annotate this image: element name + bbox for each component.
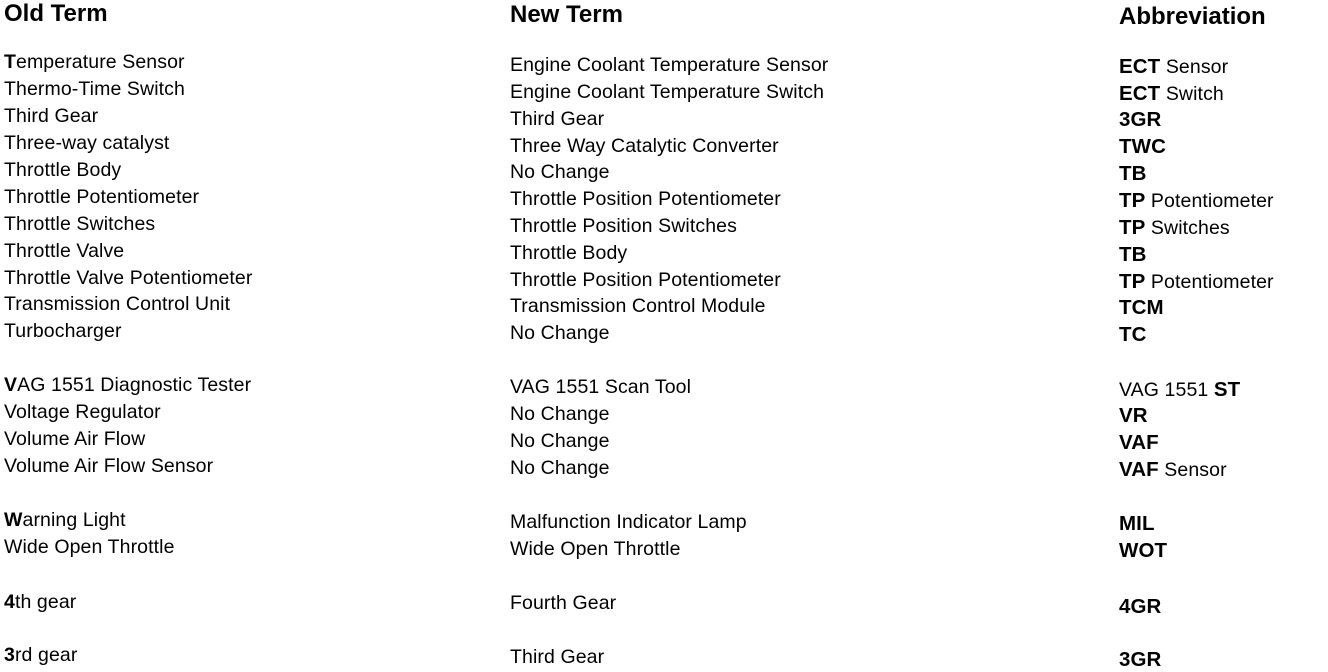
old-term-initial: 4 [4,591,15,613]
new-term-cell: Malfunction Indicator Lamp [510,511,747,533]
abbreviation-cell [1119,458,1227,482]
old-term-cell [4,131,169,155]
abbreviation-cell [1119,55,1228,79]
abbreviation-code: MIL [1119,512,1155,535]
abbreviation-suffix: Sensor [1160,56,1229,78]
abbreviation-suffix: Switches [1145,217,1230,239]
old-term-text: Throttle Body [4,159,122,181]
abbreviation-cell [1119,431,1159,455]
abbreviation-code: TC [1119,323,1147,346]
abbreviation-cell [1119,648,1161,672]
abbreviation-code: TCM [1119,296,1164,319]
abbreviation-code: TP [1119,270,1146,293]
new-term-cell: Wide Open Throttle [510,538,681,560]
new-term-cell: Three Way Catalytic Converter [510,135,779,157]
abbreviation-cell [1119,189,1274,213]
old-term-text: Wide Open Throttle [4,536,175,558]
old-term-initial: 3 [4,644,15,666]
old-term-cell [4,266,252,290]
abbreviation-suffix: Sensor [1158,459,1227,481]
abbreviation-code: ST [1213,378,1241,401]
new-term-cell: Third Gear [510,646,605,668]
abbreviation-cell [1119,378,1240,402]
old-term-text: emperature Sensor [16,51,185,73]
old-term-text: Thermo-Time Switch [4,78,185,100]
new-term-cell: Third Gear [510,108,605,130]
abbreviation-code: ECT [1119,82,1161,105]
old-term-text: arning Light [22,509,126,531]
abbreviation-code: WOT [1119,539,1168,562]
old-term-cell [4,590,76,614]
new-term-cell: No Change [510,403,610,425]
abbreviation-code: ECT [1119,55,1161,78]
old-term-header: Old Term [4,0,108,27]
old-term-text: Throttle Valve [4,240,125,262]
abbreviation-code: TP [1119,189,1146,212]
abbreviation-code: 3GR [1119,648,1162,671]
new-term-column [510,0,1100,666]
abbreviation-cell [1119,108,1161,132]
new-term-cell: Fourth Gear [510,592,617,614]
old-term-text: rd gear [14,644,78,666]
abbreviation-code: TP [1119,216,1146,239]
new-term-cell: VAG 1551 Scan Tool [510,376,692,398]
old-term-cell [4,319,122,343]
old-term-text: Throttle Switches [4,213,156,235]
abbreviation-column [1119,0,1324,671]
abbreviation-prefix: VAG 1551 [1119,379,1214,401]
abbreviation-code: TB [1119,243,1147,266]
abbreviation-cell [1119,243,1147,267]
old-term-text: Throttle Valve Potentiometer [4,267,253,289]
abbreviation-cell [1119,135,1166,159]
old-term-cell [4,535,175,559]
new-term-cell: No Change [510,430,610,452]
old-term-column [4,0,494,666]
abbreviation-suffix: Potentiometer [1145,190,1274,212]
abbreviation-code: VAF [1119,431,1159,454]
new-term-cell: No Change [510,322,610,344]
old-term-cell [4,77,185,101]
old-term-text: Volume Air Flow [4,428,146,450]
abbreviation-cell [1119,404,1148,428]
abbreviation-cell [1119,216,1230,240]
new-term-header: New Term [510,1,623,28]
old-term-text: Volume Air Flow Sensor [4,455,214,477]
old-term-cell [4,373,251,397]
old-term-cell [4,158,121,182]
abbreviation-cell [1119,162,1147,186]
old-term-text: th gear [14,591,77,613]
old-term-cell [4,508,126,532]
abbreviation-code: VR [1119,404,1148,427]
abbreviation-cell [1119,512,1155,536]
new-term-cell: Throttle Position Potentiometer [510,188,781,210]
abbreviation-cell [1119,539,1167,563]
new-term-cell: Throttle Position Potentiometer [510,269,781,291]
old-term-text: Three-way catalyst [4,132,170,154]
new-term-cell: Throttle Body [510,242,628,264]
old-term-initial: T [4,51,17,73]
old-term-cell [4,400,161,424]
abbreviation-code: TWC [1119,135,1166,158]
old-term-initial: W [4,509,23,531]
old-term-cell [4,104,98,128]
abbreviation-header: Abbreviation [1119,3,1266,30]
old-term-cell [4,185,199,209]
old-term-text: Third Gear [4,105,99,127]
abbreviation-cell [1119,82,1224,106]
old-term-text: Throttle Potentiometer [4,186,200,208]
old-term-text: Turbocharger [4,320,122,342]
old-term-cell [4,212,155,236]
abbreviation-code: TB [1119,162,1147,185]
new-term-cell: Throttle Position Switches [510,215,737,237]
new-term-cell: Transmission Control Module [510,295,766,317]
old-term-text: Voltage Regulator [4,401,161,423]
old-term-cell [4,50,185,74]
abbreviation-cell [1119,270,1274,294]
abbreviation-cell [1119,323,1147,347]
old-term-cell [4,239,124,263]
abbreviation-suffix: Switch [1160,83,1224,105]
old-term-cell [4,643,77,667]
abbreviation-code: 3GR [1119,108,1162,131]
old-term-initial: V [4,374,18,396]
abbreviation-cell [1119,595,1161,619]
old-term-cell [4,292,230,316]
abbreviation-code: 4GR [1119,595,1162,618]
old-term-cell [4,454,213,478]
new-term-cell: Engine Coolant Temperature Sensor [510,54,829,76]
old-term-text: AG 1551 Diagnostic Tester [17,374,252,396]
abbreviation-code: VAF [1119,458,1159,481]
old-term-cell [4,427,145,451]
abbreviation-suffix: Potentiometer [1145,271,1274,293]
old-term-text: Transmission Control Unit [4,293,231,315]
new-term-cell: No Change [510,457,610,479]
new-term-cell: Engine Coolant Temperature Switch [510,81,825,103]
abbreviation-cell [1119,296,1164,320]
new-term-cell: No Change [510,161,610,183]
